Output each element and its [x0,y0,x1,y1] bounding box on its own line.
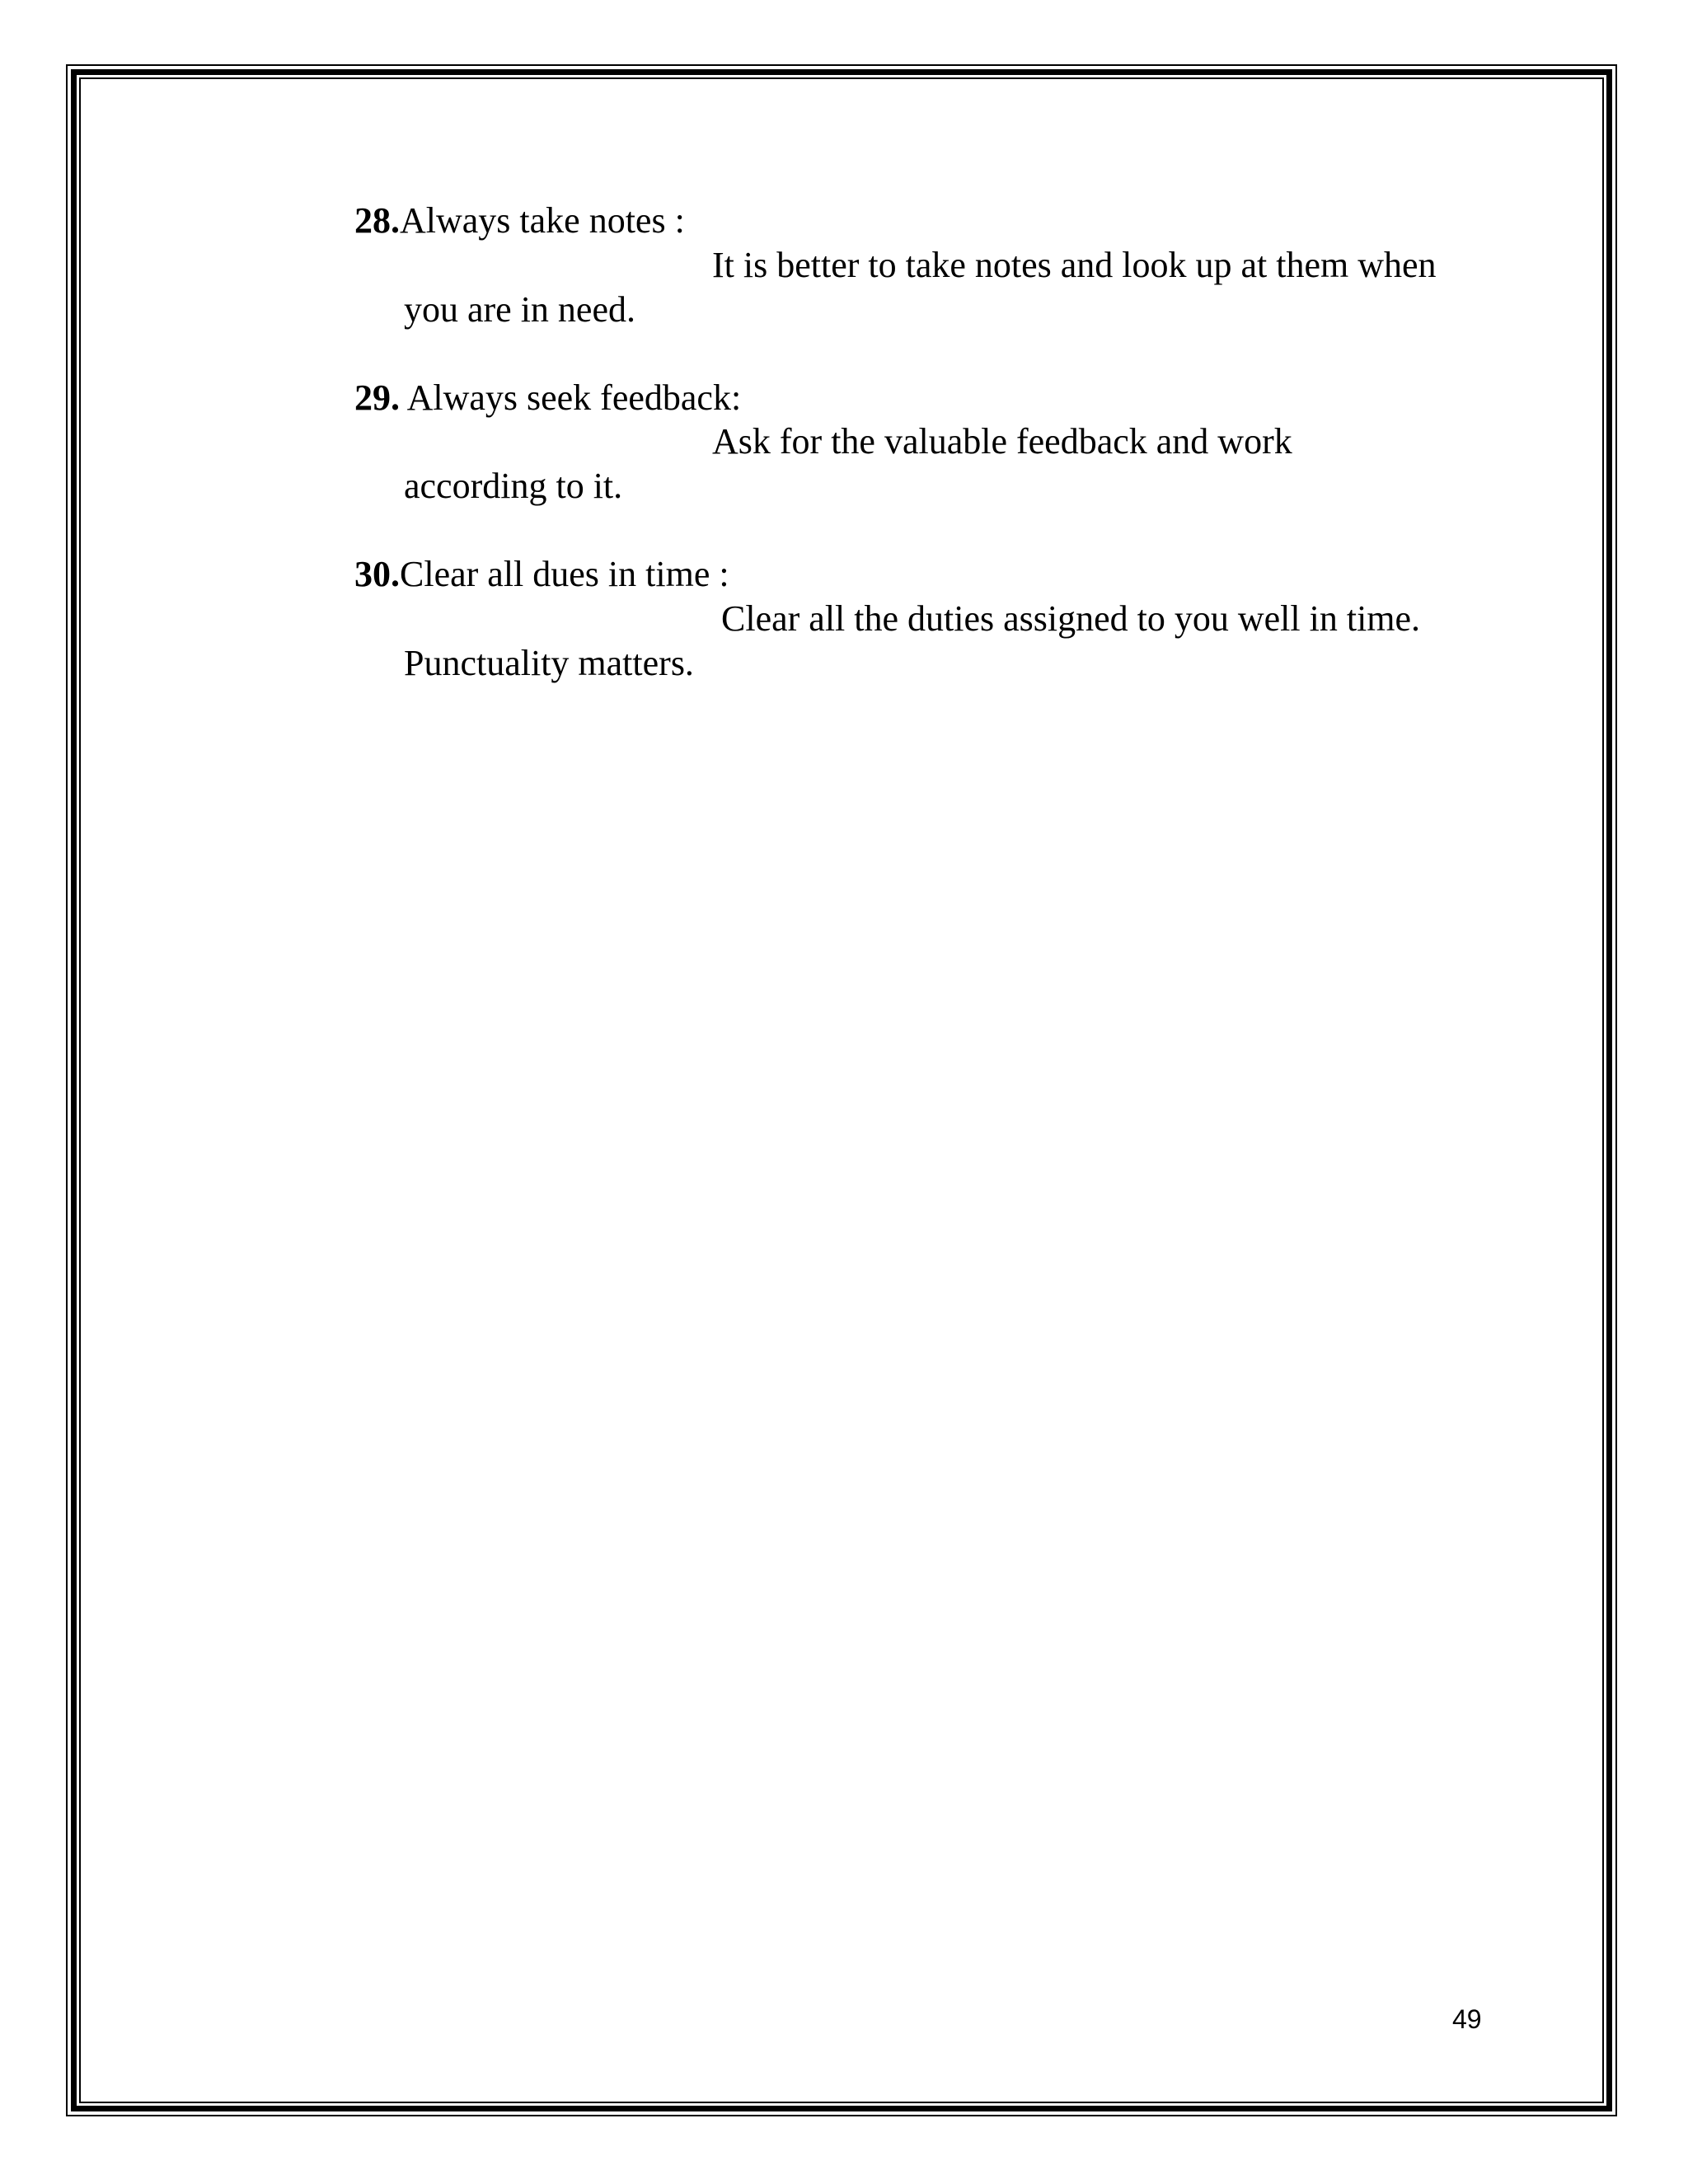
item-number: 30. [354,554,400,594]
item-heading-text: Always seek feedback: [400,377,742,418]
item-body-line: according to it. [404,466,623,506]
item-body-line: Clear all the duties assigned to you well in time. [712,598,1421,639]
item-heading [354,377,742,418]
page-number: 49 [1452,2004,1482,2034]
item-heading [354,556,729,593]
item-body-line: Ask for the valuable feedback and work [712,421,1292,462]
item-heading-text: Always take notes : [400,200,685,241]
item-heading [354,200,685,241]
item-body-line: you are in need. [404,289,635,330]
item-body-line: It is better to take notes and look up at them when [712,245,1437,285]
item-heading-text: Clear all dues in time : [400,554,729,594]
item-body-line: Punctuality matters. [404,643,694,683]
item-number: 29. [354,377,400,418]
item-number: 28. [354,200,400,241]
